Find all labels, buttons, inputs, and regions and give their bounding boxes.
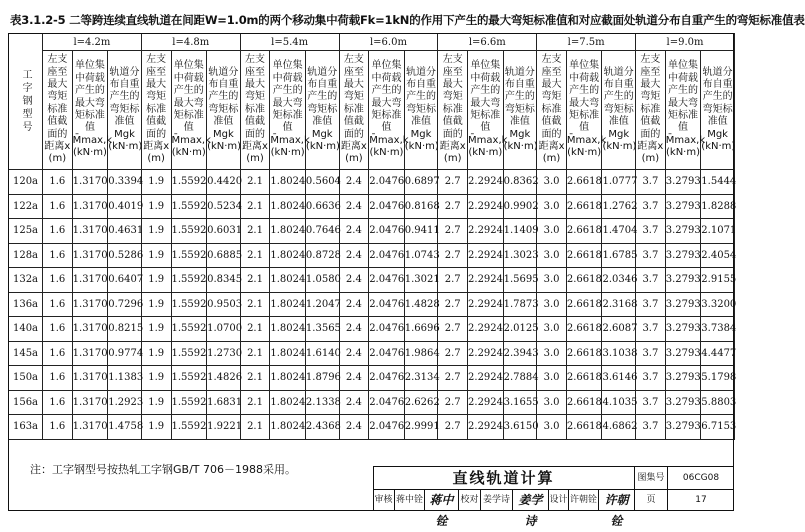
value-cell: 2.6618 xyxy=(566,268,602,293)
value-cell: 2.6618 xyxy=(566,170,602,195)
value-cell: 1.8024 xyxy=(270,292,306,317)
value-cell: 0.6885 xyxy=(207,243,241,268)
value-cell: 0.9503 xyxy=(207,292,241,317)
value-cell: 1.3170 xyxy=(72,390,108,415)
value-cell: 2.2924 xyxy=(468,219,504,244)
value-cell: 2.6618 xyxy=(566,341,602,366)
value-cell: 5.1798 xyxy=(701,366,735,391)
value-cell: 0.7296 xyxy=(108,292,142,317)
span-header: l=6.0m xyxy=(339,34,438,51)
value-cell: 0.4420 xyxy=(207,170,241,195)
value-cell: 2.6262 xyxy=(404,390,438,415)
value-cell: 1.5444 xyxy=(701,170,735,195)
value-cell: 2.3168 xyxy=(602,292,636,317)
steel-model-cell: 128a xyxy=(9,243,43,268)
page-number: 17 xyxy=(695,495,707,505)
value-cell: 0.8215 xyxy=(108,317,142,342)
value-cell: 2.6087 xyxy=(602,317,636,342)
value-cell: 2.1 xyxy=(240,219,270,244)
value-cell: 0.3394 xyxy=(108,170,142,195)
value-cell: 1.5592 xyxy=(171,219,207,244)
value-cell: 1.3021 xyxy=(404,268,438,293)
value-cell: 0.9411 xyxy=(404,219,438,244)
value-cell: 1.6696 xyxy=(404,317,438,342)
value-cell: 4.1035 xyxy=(602,390,636,415)
steel-type-header: 工字钢型号 xyxy=(9,34,43,170)
value-cell: 0.6636 xyxy=(305,194,339,219)
value-cell: 3.0 xyxy=(537,170,567,195)
value-cell: 1.5592 xyxy=(171,268,207,293)
value-cell: 2.1 xyxy=(240,194,270,219)
steel-model-cell: 125a xyxy=(9,219,43,244)
value-cell: 1.5592 xyxy=(171,170,207,195)
footnote: 注：工字钢型号按热轧工字钢GB/T 706－1988采用。 xyxy=(30,463,296,476)
value-cell: 2.1 xyxy=(240,317,270,342)
value-cell: 1.6 xyxy=(43,219,73,244)
value-cell: 3.7 xyxy=(636,415,666,440)
value-cell: 2.0125 xyxy=(503,317,537,342)
value-cell: 2.0476 xyxy=(369,268,405,293)
value-cell: 2.2924 xyxy=(468,170,504,195)
value-cell: 1.3170 xyxy=(72,243,108,268)
value-cell: 1.6831 xyxy=(207,390,241,415)
value-cell: 1.6 xyxy=(43,390,73,415)
value-cell: 1.9 xyxy=(141,219,171,244)
value-cell: 3.2793 xyxy=(665,268,701,293)
value-cell: 3.1038 xyxy=(602,341,636,366)
value-cell: 2.4054 xyxy=(701,243,735,268)
value-cell: 2.7 xyxy=(438,341,468,366)
value-cell: 2.6618 xyxy=(566,219,602,244)
value-cell: 2.4 xyxy=(339,219,369,244)
column-header-self-weight-moment: 轨道分布自重产生的弯矩标准值Mgk (kN·m) xyxy=(602,51,636,170)
value-cell: 0.5604 xyxy=(305,170,339,195)
atlas-number: 06CG08 xyxy=(668,466,734,490)
value-cell: 3.7 xyxy=(636,268,666,293)
value-cell: 2.7 xyxy=(438,194,468,219)
value-cell: 2.4 xyxy=(339,366,369,391)
value-cell: 2.6618 xyxy=(566,366,602,391)
value-cell: 0.4631 xyxy=(108,219,142,244)
value-cell: 1.8024 xyxy=(270,415,306,440)
column-header-distance: 左支座至最大弯矩标准值截面的距离x (m) xyxy=(43,51,73,170)
value-cell: 0.9774 xyxy=(108,341,142,366)
value-cell: 1.9221 xyxy=(207,415,241,440)
value-cell: 2.7 xyxy=(438,390,468,415)
value-cell: 1.8024 xyxy=(270,170,306,195)
value-cell: 3.2793 xyxy=(665,317,701,342)
value-cell: 0.6031 xyxy=(207,219,241,244)
value-cell: 2.7 xyxy=(438,292,468,317)
value-cell: 2.1 xyxy=(240,268,270,293)
value-cell: 2.1 xyxy=(240,415,270,440)
column-header-self-weight-moment: 轨道分布自重产生的弯矩标准值Mgk (kN·m) xyxy=(305,51,339,170)
value-cell: 1.2923 xyxy=(108,390,142,415)
value-cell: 1.9 xyxy=(141,194,171,219)
value-cell: 3.2793 xyxy=(665,219,701,244)
value-cell: 1.8796 xyxy=(305,366,339,391)
value-cell: 1.0777 xyxy=(602,170,636,195)
value-cell: 1.6140 xyxy=(305,341,339,366)
column-header-max-moment: 单位集中荷载产生的最大弯矩标准值M̄max,k (kN·m) xyxy=(171,51,207,170)
value-cell: 0.8168 xyxy=(404,194,438,219)
value-cell: 2.2924 xyxy=(468,366,504,391)
value-cell: 0.6407 xyxy=(108,268,142,293)
value-cell: 1.6 xyxy=(43,170,73,195)
value-cell: 1.6 xyxy=(43,317,73,342)
value-cell: 6.7153 xyxy=(701,415,735,440)
value-cell: 3.6150 xyxy=(503,415,537,440)
column-header-self-weight-moment: 轨道分布自重产生的弯矩标准值Mgk (kN·m) xyxy=(404,51,438,170)
value-cell: 2.2924 xyxy=(468,268,504,293)
value-cell: 1.5592 xyxy=(171,243,207,268)
value-cell: 1.3170 xyxy=(72,366,108,391)
value-cell: 1.5592 xyxy=(171,366,207,391)
value-cell: 1.8024 xyxy=(270,366,306,391)
span-header: l=4.8m xyxy=(141,34,240,51)
column-header-max-moment: 单位集中荷载产生的最大弯矩标准值M̄max,k (kN·m) xyxy=(270,51,306,170)
value-cell: 0.5234 xyxy=(207,194,241,219)
value-cell: 1.3170 xyxy=(72,292,108,317)
value-cell: 2.1 xyxy=(240,170,270,195)
steel-model-cell: 132a xyxy=(9,268,43,293)
value-cell: 1.6 xyxy=(43,341,73,366)
designer-name: 许朝铨 xyxy=(569,490,599,511)
value-cell: 1.9 xyxy=(141,170,171,195)
column-header-max-moment: 单位集中荷载产生的最大弯矩标准值M̄max,k (kN·m) xyxy=(369,51,405,170)
value-cell: 3.7 xyxy=(636,317,666,342)
value-cell: 3.7 xyxy=(636,243,666,268)
value-cell: 1.8024 xyxy=(270,390,306,415)
value-cell: 1.9 xyxy=(141,390,171,415)
value-cell: 2.0476 xyxy=(369,292,405,317)
value-cell: 1.3170 xyxy=(72,317,108,342)
value-cell: 1.7873 xyxy=(503,292,537,317)
value-cell: 3.7 xyxy=(636,341,666,366)
steel-model-cell: 136a xyxy=(9,292,43,317)
table-title: 表3.1.2-5 二等跨连续直线轨道在间距W=1.0m的两个移动集中荷载Fk=1kN的作用下产生的最大弯矩标准值和对应截面处轨道分布自重产生的弯矩标准值表 xyxy=(10,13,805,27)
steel-model-cell: 150a xyxy=(9,366,43,391)
value-cell: 2.6618 xyxy=(566,194,602,219)
column-header-distance: 左支座至最大弯矩标准值截面的距离x (m) xyxy=(141,51,171,170)
steel-model-cell: 120a xyxy=(9,170,43,195)
column-header-distance: 左支座至最大弯矩标准值截面的距离x (m) xyxy=(240,51,270,170)
value-cell: 2.2924 xyxy=(468,317,504,342)
value-cell: 3.0 xyxy=(537,366,567,391)
value-cell: 2.9991 xyxy=(404,415,438,440)
value-cell: 2.7 xyxy=(438,243,468,268)
value-cell: 2.9155 xyxy=(701,268,735,293)
value-cell: 3.2793 xyxy=(665,390,701,415)
column-header-max-moment: 单位集中荷载产生的最大弯矩标准值M̄max,k (kN·m) xyxy=(72,51,108,170)
value-cell: 1.3170 xyxy=(72,415,108,440)
value-cell: 2.2924 xyxy=(468,194,504,219)
value-cell: 3.1655 xyxy=(503,390,537,415)
value-cell: 1.6 xyxy=(43,194,73,219)
value-cell: 1.2762 xyxy=(602,194,636,219)
span-header: l=5.4m xyxy=(240,34,339,51)
value-cell: 1.0743 xyxy=(404,243,438,268)
value-cell: 1.3023 xyxy=(503,243,537,268)
value-cell: 3.2793 xyxy=(665,243,701,268)
value-cell: 1.5592 xyxy=(171,194,207,219)
value-cell: 2.7884 xyxy=(503,366,537,391)
value-cell: 0.6897 xyxy=(404,170,438,195)
value-cell: 1.0700 xyxy=(207,317,241,342)
value-cell: 2.0346 xyxy=(602,268,636,293)
value-cell: 1.3170 xyxy=(72,170,108,195)
value-cell: 1.1383 xyxy=(108,366,142,391)
column-header-max-moment: 单位集中荷载产生的最大弯矩标准值M̄max,k (kN·m) xyxy=(566,51,602,170)
value-cell: 3.7 xyxy=(636,194,666,219)
value-cell: 2.1 xyxy=(240,292,270,317)
value-cell: 1.8288 xyxy=(701,194,735,219)
value-cell: 3.2793 xyxy=(665,415,701,440)
value-cell: 0.8362 xyxy=(503,170,537,195)
value-cell: 2.4 xyxy=(339,390,369,415)
value-cell: 1.0580 xyxy=(305,268,339,293)
value-cell: 2.7 xyxy=(438,219,468,244)
steel-model-cell: 156a xyxy=(9,390,43,415)
value-cell: 2.4368 xyxy=(305,415,339,440)
value-cell: 3.0 xyxy=(537,194,567,219)
value-cell: 3.0 xyxy=(537,341,567,366)
value-cell: 2.3943 xyxy=(503,341,537,366)
value-cell: 2.0476 xyxy=(369,341,405,366)
value-cell: 2.6618 xyxy=(566,390,602,415)
reviewer-name: 蒋中铨 xyxy=(395,490,425,511)
value-cell: 2.1071 xyxy=(701,219,735,244)
value-cell: 3.0 xyxy=(537,415,567,440)
value-cell: 1.5592 xyxy=(171,292,207,317)
column-header-distance: 左支座至最大弯矩标准值截面的距离x (m) xyxy=(438,51,468,170)
value-cell: 1.6 xyxy=(43,292,73,317)
value-cell: 1.5592 xyxy=(171,341,207,366)
value-cell: 3.0 xyxy=(537,268,567,293)
value-cell: 2.0476 xyxy=(369,219,405,244)
value-cell: 2.4 xyxy=(339,243,369,268)
value-cell: 2.2924 xyxy=(468,341,504,366)
steel-model-cell: 122a xyxy=(9,194,43,219)
value-cell: 2.6618 xyxy=(566,317,602,342)
designer-signature: 许朝铨 xyxy=(599,490,635,511)
span-header: l=4.2m xyxy=(43,34,142,51)
value-cell: 2.1 xyxy=(240,341,270,366)
value-cell: 2.0476 xyxy=(369,390,405,415)
value-cell: 2.6618 xyxy=(566,243,602,268)
value-cell: 2.0476 xyxy=(369,366,405,391)
value-cell: 3.2793 xyxy=(665,170,701,195)
checker-signature: 姜学诗 xyxy=(513,490,549,511)
value-cell: 2.4 xyxy=(339,268,369,293)
column-header-max-moment: 单位集中荷载产生的最大弯矩标准值M̄max,k (kN·m) xyxy=(468,51,504,170)
value-cell: 1.6785 xyxy=(602,243,636,268)
value-cell: 1.9 xyxy=(141,268,171,293)
value-cell: 3.6146 xyxy=(602,366,636,391)
value-cell: 1.8024 xyxy=(270,341,306,366)
column-header-self-weight-moment: 轨道分布自重产生的弯矩标准值Mgk (kN·m) xyxy=(701,51,735,170)
span-header: l=7.5m xyxy=(537,34,636,51)
value-cell: 1.6 xyxy=(43,243,73,268)
atlas-label: 图集号 xyxy=(635,466,668,490)
span-header: l=9.0m xyxy=(636,34,735,51)
value-cell: 1.8024 xyxy=(270,268,306,293)
reviewer-signature: 蒋中铨 xyxy=(425,490,459,511)
value-cell: 2.4 xyxy=(339,194,369,219)
drawing-frame xyxy=(8,33,734,511)
value-cell: 0.5286 xyxy=(108,243,142,268)
value-cell: 1.2047 xyxy=(305,292,339,317)
value-cell: 1.4704 xyxy=(602,219,636,244)
value-cell: 1.9 xyxy=(141,415,171,440)
value-cell: 1.8024 xyxy=(270,194,306,219)
value-cell: 1.9 xyxy=(141,317,171,342)
value-cell: 2.0476 xyxy=(369,415,405,440)
value-cell: 1.3170 xyxy=(72,268,108,293)
value-cell: 3.3200 xyxy=(701,292,735,317)
value-cell: 2.7 xyxy=(438,268,468,293)
value-cell: 1.9 xyxy=(141,243,171,268)
value-cell: 1.8024 xyxy=(270,219,306,244)
value-cell: 2.2924 xyxy=(468,415,504,440)
value-cell: 1.1409 xyxy=(503,219,537,244)
column-header-self-weight-moment: 轨道分布自重产生的弯矩标准值Mgk (kN·m) xyxy=(108,51,142,170)
value-cell: 2.0476 xyxy=(369,317,405,342)
steel-model-cell: 140a xyxy=(9,317,43,342)
value-cell: 3.2793 xyxy=(665,292,701,317)
value-cell: 1.3170 xyxy=(72,341,108,366)
column-header-distance: 左支座至最大弯矩标准值截面的距离x (m) xyxy=(537,51,567,170)
value-cell: 2.7 xyxy=(438,415,468,440)
column-header-self-weight-moment: 轨道分布自重产生的弯矩标准值Mgk (kN·m) xyxy=(207,51,241,170)
value-cell: 2.4 xyxy=(339,415,369,440)
span-header: l=6.6m xyxy=(438,34,537,51)
value-cell: 3.7 xyxy=(636,219,666,244)
value-cell: 1.2730 xyxy=(207,341,241,366)
value-cell: 5.8803 xyxy=(701,390,735,415)
value-cell: 1.5695 xyxy=(503,268,537,293)
value-cell: 1.6 xyxy=(43,268,73,293)
design-label: 设计 xyxy=(549,490,569,511)
value-cell: 2.1338 xyxy=(305,390,339,415)
value-cell: 3.0 xyxy=(537,219,567,244)
value-cell: 2.4 xyxy=(339,317,369,342)
value-cell: 2.0476 xyxy=(369,243,405,268)
review-label: 审核 xyxy=(373,490,395,511)
page-label: 页 xyxy=(635,490,668,511)
column-header-max-moment: 单位集中荷载产生的最大弯矩标准值M̄max,k (kN·m) xyxy=(665,51,701,170)
value-cell: 2.4 xyxy=(339,170,369,195)
value-cell: 3.0 xyxy=(537,292,567,317)
value-cell: 1.9 xyxy=(141,341,171,366)
column-header-distance: 左支座至最大弯矩标准值截面的距离x (m) xyxy=(636,51,666,170)
value-cell: 3.7384 xyxy=(701,317,735,342)
value-cell: 1.9 xyxy=(141,366,171,391)
value-cell: 1.5592 xyxy=(171,415,207,440)
value-cell: 3.0 xyxy=(537,390,567,415)
value-cell: 2.2924 xyxy=(468,243,504,268)
value-cell: 3.2793 xyxy=(665,194,701,219)
value-cell: 2.3134 xyxy=(404,366,438,391)
value-cell: 1.5592 xyxy=(171,390,207,415)
value-cell: 0.7646 xyxy=(305,219,339,244)
value-cell: 1.4826 xyxy=(207,366,241,391)
value-cell: 2.2924 xyxy=(468,390,504,415)
value-cell: 2.1 xyxy=(240,390,270,415)
value-cell: 2.6618 xyxy=(566,415,602,440)
value-cell: 1.6 xyxy=(43,415,73,440)
value-cell: 3.7 xyxy=(636,366,666,391)
value-cell: 1.4758 xyxy=(108,415,142,440)
value-cell: 1.4828 xyxy=(404,292,438,317)
value-cell: 2.1 xyxy=(240,366,270,391)
value-cell: 1.9864 xyxy=(404,341,438,366)
value-cell: 2.7 xyxy=(438,317,468,342)
value-cell: 1.3170 xyxy=(72,194,108,219)
check-label: 校对 xyxy=(459,490,481,511)
steel-model-cell: 163a xyxy=(9,415,43,440)
value-cell: 1.3170 xyxy=(72,219,108,244)
value-cell: 0.9902 xyxy=(503,194,537,219)
value-cell: 1.8024 xyxy=(270,243,306,268)
value-cell: 0.8345 xyxy=(207,268,241,293)
value-cell: 1.9 xyxy=(141,292,171,317)
value-cell: 1.6 xyxy=(43,366,73,391)
value-cell: 3.7 xyxy=(636,170,666,195)
value-cell: 0.8728 xyxy=(305,243,339,268)
value-cell: 2.0476 xyxy=(369,194,405,219)
value-cell: 2.7 xyxy=(438,366,468,391)
value-cell: 2.1 xyxy=(240,243,270,268)
checker-name: 姜学诗 xyxy=(481,490,513,511)
value-cell: 3.2793 xyxy=(665,366,701,391)
value-cell: 3.0 xyxy=(537,243,567,268)
steel-model-cell: 145a xyxy=(9,341,43,366)
value-cell: 0.4019 xyxy=(108,194,142,219)
drawing-name: 直线轨道计算 xyxy=(373,466,635,490)
value-cell: 2.4 xyxy=(339,292,369,317)
value-cell: 2.2924 xyxy=(468,292,504,317)
value-cell: 3.2793 xyxy=(665,341,701,366)
value-cell: 4.4477 xyxy=(701,341,735,366)
column-header-self-weight-moment: 轨道分布自重产生的弯矩标准值Mgk (kN·m) xyxy=(503,51,537,170)
value-cell: 3.7 xyxy=(636,292,666,317)
value-cell: 2.6618 xyxy=(566,292,602,317)
value-cell: 3.7 xyxy=(636,390,666,415)
value-cell: 2.4 xyxy=(339,341,369,366)
value-cell: 4.6862 xyxy=(602,415,636,440)
value-cell: 1.5592 xyxy=(171,317,207,342)
column-header-distance: 左支座至最大弯矩标准值截面的距离x (m) xyxy=(339,51,369,170)
value-cell: 1.3565 xyxy=(305,317,339,342)
value-cell: 3.0 xyxy=(537,317,567,342)
value-cell: 1.8024 xyxy=(270,317,306,342)
value-cell: 2.7 xyxy=(438,170,468,195)
value-cell: 2.0476 xyxy=(369,170,405,195)
